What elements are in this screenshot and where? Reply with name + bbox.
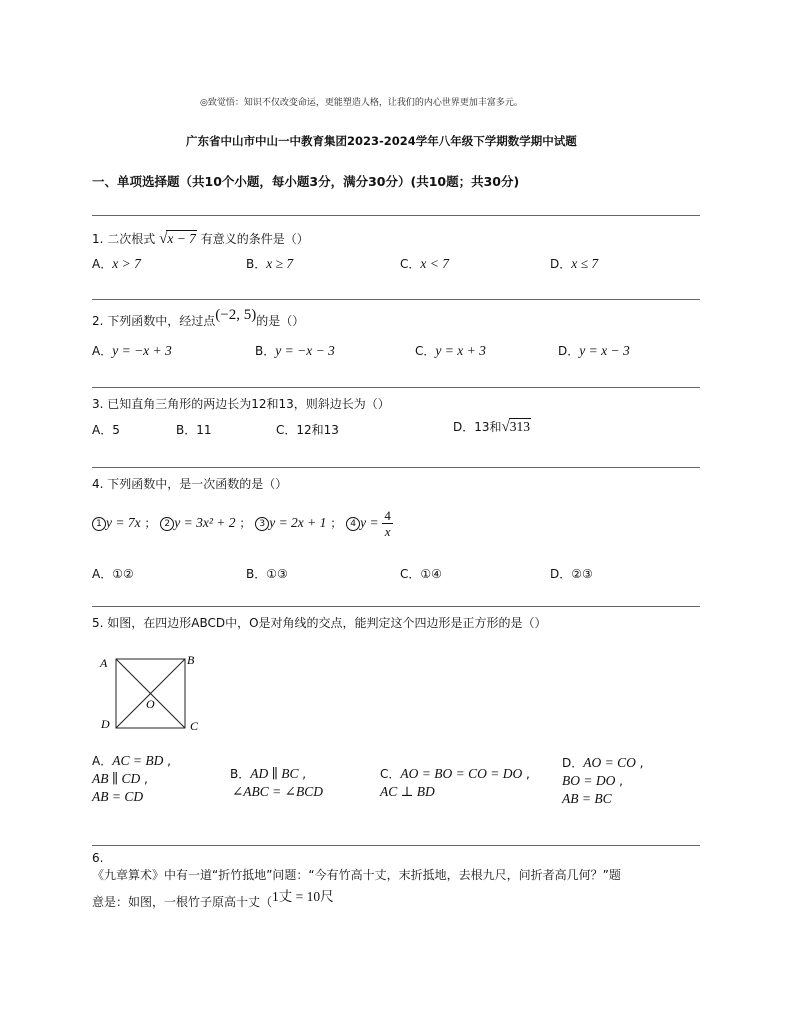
q1-option-c[interactable]: C．x < 7 xyxy=(400,256,449,271)
divider xyxy=(92,467,700,468)
q2-point: (−2, 5) xyxy=(215,307,257,323)
q1-option-b[interactable]: B．x ≥ 7 xyxy=(246,256,294,271)
q1-option-d[interactable]: D．x ≤ 7 xyxy=(550,256,599,271)
divider xyxy=(92,299,700,300)
question-6-line-2: 意是：如图，一根竹子原高十丈（1丈 = 10尺 xyxy=(92,889,334,909)
q1-suffix: 有意义的条件是（） xyxy=(200,232,309,246)
q4-option-b[interactable]: B．①③ xyxy=(246,567,288,581)
q3-option-c[interactable]: C．12和13 xyxy=(276,423,339,437)
q4-option-a[interactable]: A．①② xyxy=(92,567,134,581)
vertex-label-c: C xyxy=(190,719,199,733)
question-3: 3. 已知直角三角形的两边长为12和13，则斜边长为（） xyxy=(92,397,390,411)
q5-option-b[interactable]: B．AD ∥ BC , ∠ABC = ∠BCD xyxy=(230,766,323,799)
fraction: $\frac{4}{x}$ xyxy=(384,508,391,539)
q5-option-a[interactable]: A．AC = BD , AB ∥ CD , AB = CD xyxy=(92,753,171,804)
q3-option-a[interactable]: A．5 xyxy=(92,423,120,437)
page-title: 广东省中山市中山一中教育集团2023-2024学年八年级下学期数学期中试题 xyxy=(186,134,577,148)
circled-number-3: 3 xyxy=(255,517,269,531)
question-4: 4. 下列函数中，是一次函数的是（） xyxy=(92,477,288,491)
square-figure xyxy=(92,648,222,738)
divider xyxy=(92,606,700,607)
q4-expressions: 1 y = 7x ； 2 y = 3x² + 2 ； 3 y = 2x + 1 ； 4 y = $\frac{4}{x}$ xyxy=(92,508,393,539)
circled-number-1: 1 xyxy=(92,517,106,531)
q5-option-c[interactable]: C．AO = BO = CO = DO , AC ⊥ BD xyxy=(380,766,530,799)
question-1 xyxy=(92,230,309,248)
q2-option-d[interactable]: D．y = x − 3 xyxy=(558,343,630,358)
q3-option-d[interactable]: D．13和√313 xyxy=(453,419,531,435)
center-label-o: O xyxy=(146,697,155,711)
vertex-label-a: A xyxy=(100,656,108,670)
q1-option-a[interactable]: A．x > 7 xyxy=(92,256,141,271)
motto: ◎致觉悟：知识不仅改变命运，更能塑造人格，让我们的内心世界更加丰富多元。 xyxy=(200,98,523,108)
question-2: 2. 下列函数中，经过点(−2, 5)的是（） xyxy=(92,307,305,328)
divider xyxy=(92,387,700,388)
q1-prefix: 1. 二次根式 xyxy=(92,232,156,246)
q4-option-c[interactable]: C．①④ xyxy=(400,567,442,581)
q3-option-b[interactable]: B．11 xyxy=(176,423,212,437)
q2-option-c[interactable]: C．y = x + 3 xyxy=(415,343,486,358)
circled-number-2: 2 xyxy=(160,517,174,531)
divider xyxy=(92,845,700,846)
q4-option-d[interactable]: D．②③ xyxy=(550,567,593,581)
q2-option-a[interactable]: A．y = −x + 3 xyxy=(92,343,172,358)
q1-sqrt: √x − 7 xyxy=(159,231,196,247)
q2-option-b[interactable]: B．y = −x − 3 xyxy=(255,343,335,358)
circled-number-4: 4 xyxy=(346,517,360,531)
question-6-number: 6. xyxy=(92,851,104,865)
question-5: 5. 如图，在四边形ABCD中，O是对角线的交点，能判定这个四边形是正方形的是（） xyxy=(92,616,547,630)
divider xyxy=(92,215,700,216)
q5-option-d[interactable]: D．AO = CO , BO = DO , AB = BC xyxy=(562,755,644,806)
section-heading: 一、单项选择题（共10个小题，每小题3分，满分30分）(共10题；共30分) xyxy=(92,174,520,189)
question-6-line-1: 《九章算术》中有一道“折竹抵地”问题：“今有竹高十丈，末折抵地，去根九尺，问折者高几何？”题 xyxy=(92,868,621,882)
vertex-label-d: D xyxy=(101,717,110,731)
vertex-label-b: B xyxy=(187,653,195,667)
